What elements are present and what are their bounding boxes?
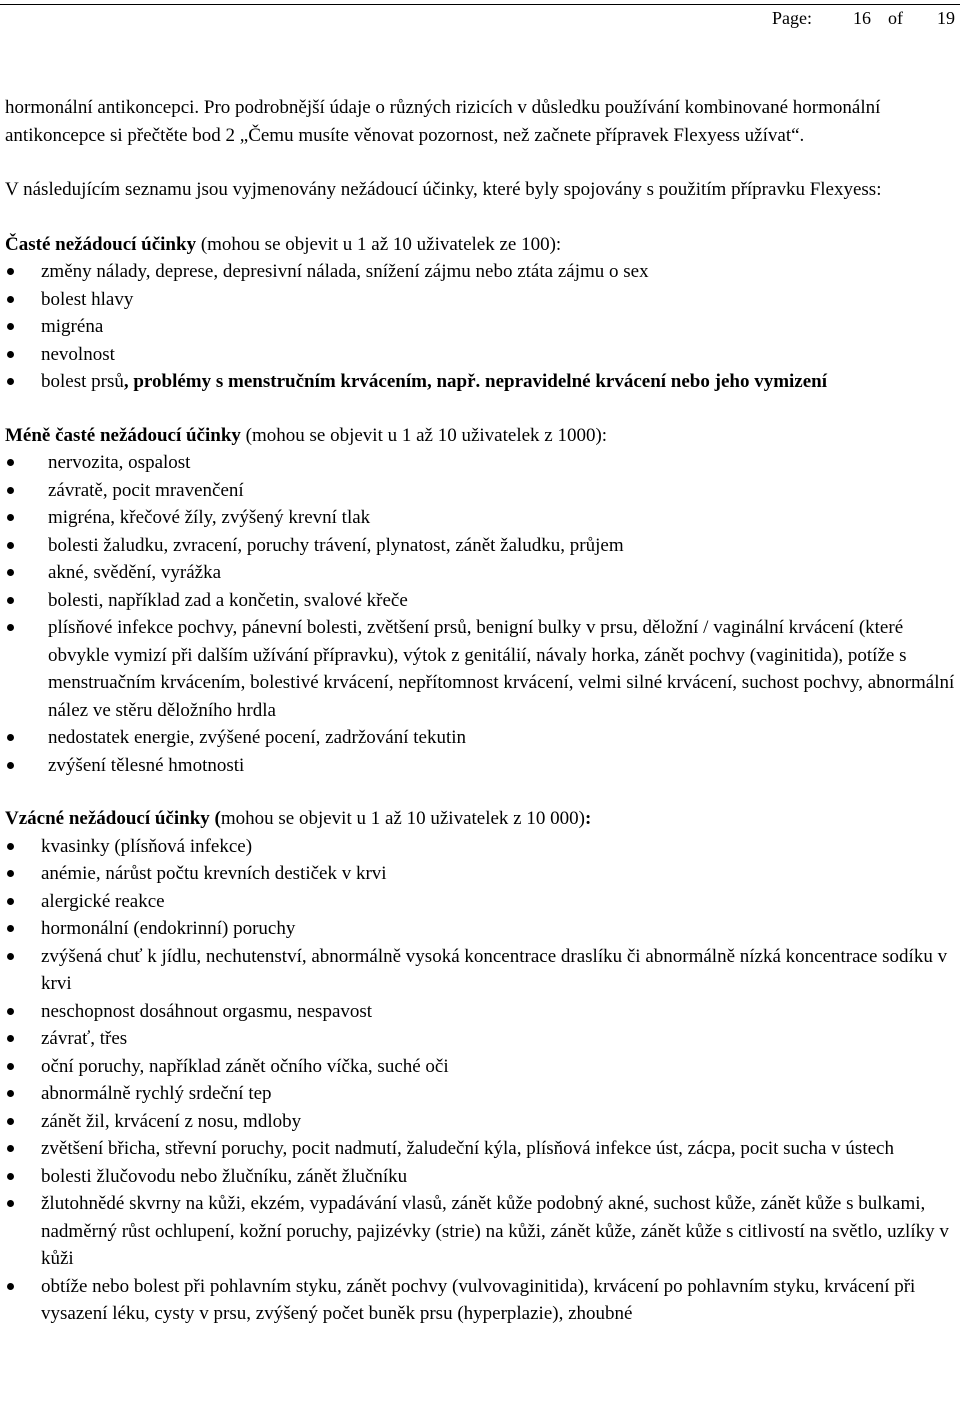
bullet-icon [7, 268, 14, 275]
list-item-text: bolest hlavy [41, 288, 134, 310]
bullet-icon [7, 597, 14, 604]
list-item [5, 860, 955, 888]
bullet-icon [7, 351, 14, 358]
bullet-icon [7, 378, 14, 385]
list-item [5, 477, 955, 505]
bullet-icon [7, 487, 14, 494]
rare-heading [5, 805, 955, 833]
list-item-text: zvýšení tělesné hmotnosti [48, 754, 245, 776]
list-item [5, 1135, 955, 1163]
intro-paragraph: hormonální antikoncepci. Pro podrobnější údaje o různých rizicích v důsledku používání kombinované hormonální antikoncepce si přečtěte bod 2 „Čemu musíte věnovat pozornost, než začnete přípravek Flexyess užívat“. [5, 97, 881, 146]
bullet-icon [7, 843, 14, 850]
list-item [5, 587, 955, 615]
list-item [5, 1273, 955, 1328]
bullet-icon [7, 762, 14, 769]
list-item [5, 614, 955, 724]
list-item [5, 1080, 955, 1108]
common-heading-bold: Časté nežádoucí účinky [5, 233, 197, 255]
bullet-icon [7, 296, 14, 303]
list-item [5, 286, 955, 314]
list-item-text: závrať, třes [41, 1028, 128, 1049]
bullet-icon [7, 514, 14, 521]
bullet-icon [7, 1283, 14, 1290]
uncommon-heading [5, 422, 955, 450]
list-item [5, 341, 955, 369]
list-item-text: zvýšená chuť k jídlu, nechutenství, abnormálně vysoká koncentrace draslíku či abnormálně nízká koncentrace sodíku v krvi [41, 945, 948, 994]
list-item [5, 888, 955, 916]
list-item [5, 532, 955, 560]
list-item [5, 998, 955, 1026]
list-item [5, 1190, 955, 1273]
list-intro: V následujícím seznamu jsou vyjmenovány nežádoucí účinky, které byly spojovány s použitím přípravku Flexyess: [5, 179, 882, 200]
common-heading [5, 231, 955, 259]
bullet-icon [7, 1090, 14, 1097]
list-item-text: bolesti žaludku, zvracení, poruchy trávení, plynatost, zánět žaludku, průjem [48, 534, 624, 556]
rare-heading-bold: Vzácné nežádoucí účinky ( [5, 808, 221, 829]
list-item-text: kvasinky (plísňová infekce) [41, 835, 253, 857]
page-current: 16 [853, 8, 871, 28]
uncommon-heading-rest: (mohou se objevit u 1 až 10 uživatelek z 1000): [240, 424, 608, 446]
list-item-bold-text: , problémy s menstručním krvácením, např. nepravidelné krvácení nebo jeho vymizení [123, 371, 828, 392]
list-item [5, 943, 955, 998]
list-item-text: abnormálně rychlý srdeční tep [41, 1083, 272, 1104]
list-item-text: migréna [41, 316, 104, 337]
bullet-icon [7, 1200, 14, 1207]
list-item [5, 915, 955, 943]
list-item-text: neschopnost dosáhnout orgasmu, nespavost [41, 1000, 373, 1022]
bullet-icon [7, 1035, 14, 1042]
list-item-text: obtíže nebo bolest při pohlavním styku, zánět pochvy (vulvovaginitida), krvácení po pohlavním styku, krvácení při vysazení léku, cysty v prsu, zvýšený počet buněk prsu (hyperplazie), zhoubné [41, 1275, 916, 1324]
list-item-text: bolesti žlučovodu nebo žlučníku, zánět žlučníku [41, 1165, 408, 1187]
bullet-icon [7, 734, 14, 741]
list-item [5, 559, 955, 587]
list-item [5, 1108, 955, 1136]
list-item [5, 504, 955, 532]
list-item-text: anémie, nárůst počtu krevních destiček v krvi [41, 863, 387, 884]
page-of: of [888, 8, 903, 28]
bullet-icon [7, 1063, 14, 1070]
bullet-icon [7, 624, 14, 631]
rare-effects-list [5, 833, 955, 1328]
list-item-text: nevolnost [41, 343, 115, 365]
list-item [5, 368, 955, 396]
list-item [5, 833, 955, 861]
bullet-icon [7, 1118, 14, 1125]
bullet-icon [7, 1173, 14, 1180]
list-item-text: nervozita, ospalost [48, 452, 191, 473]
list-item-text: bolest prsů [41, 371, 124, 392]
bullet-icon [7, 1145, 14, 1152]
rare-heading-rest: mohou se objevit u 1 až 10 uživatelek z 10 000) [220, 808, 585, 829]
list-item-text: nedostatek energie, zvýšené pocení, zadržování tekutin [48, 727, 467, 748]
list-item-text: hormonální (endokrinní) poruchy [41, 918, 296, 939]
list-item [5, 1053, 955, 1081]
header-rule [0, 4, 960, 5]
bullet-icon [7, 1008, 14, 1015]
bullet-icon [7, 953, 14, 960]
list-item [5, 258, 955, 286]
list-item [5, 1025, 955, 1053]
document-body [5, 94, 955, 1328]
bullet-icon [7, 870, 14, 877]
list-item-text: změny nálady, deprese, depresivní nálada, snížení zájmu nebo ztáta zájmu o sex [41, 261, 649, 282]
bullet-icon [7, 323, 14, 330]
common-effects-list [5, 258, 955, 396]
list-item-text: bolesti, například zad a končetin, svalové křeče [48, 589, 408, 611]
bullet-icon [7, 925, 14, 932]
page-number [760, 6, 960, 30]
list-item [5, 449, 955, 477]
list-item-text: plísňové infekce pochvy, pánevní bolesti, zvětšení prsů, benigní bulky v prsu, děložní / vaginální krvácení (které obvykle vymizí při dalším užívání přípravku), výtok z genitálií, návaly horka, zánět pochvy (vaginitida), potíže s menstruačním krvácením, bolestivé krvácení, nepřítomnost krvácení, velmi silné krvácení, suchost pochvy, abnormální nález ve stěru děložního hrdla [48, 617, 955, 721]
list-item-text: zánět žil, krvácení z nosu, mdloby [41, 1110, 302, 1132]
list-item-text: zvětšení břicha, střevní poruchy, pocit nadmutí, žaludeční kýla, plísňová infekce úst, zácpa, pocit sucha v ústech [41, 1138, 894, 1159]
bullet-icon [7, 459, 14, 466]
list-item-text: závratě, pocit mravenčení [48, 479, 244, 501]
page-label: Page: [772, 8, 812, 28]
list-item [5, 752, 955, 780]
uncommon-effects-list [5, 449, 955, 779]
rare-heading-colon: : [584, 808, 592, 829]
list-item [5, 1163, 955, 1191]
common-heading-rest: (mohou se objevit u 1 až 10 uživatelek ze 100): [196, 233, 562, 255]
list-item-text: oční poruchy, například zánět očního víčka, suché oči [41, 1055, 449, 1077]
list-item [5, 724, 955, 752]
list-item-text: žlutohnědé skvrny na kůži, ekzém, vypadávání vlasů, zánět kůže podobný akné, suchost kůže, zánět kůže s bulkami, nadměrný růst ochlupení, kožní poruchy, pajizévky (strie) na kůži, zánět kůže, zánět kůže s citlivostí na světlo, uzlíky v kůži [41, 1193, 949, 1269]
list-item [5, 313, 955, 341]
list-item-text: akné, svědění, vyrážka [48, 562, 222, 583]
bullet-icon [7, 542, 14, 549]
list-item-text: migréna, křečové žíly, zvýšený krevní tlak [48, 507, 371, 528]
uncommon-heading-bold: Méně časté nežádoucí účinky [5, 424, 241, 446]
list-item-text: alergické reakce [41, 890, 165, 912]
bullet-icon [7, 569, 14, 576]
bullet-icon [7, 898, 14, 905]
page-total: 19 [937, 8, 955, 28]
